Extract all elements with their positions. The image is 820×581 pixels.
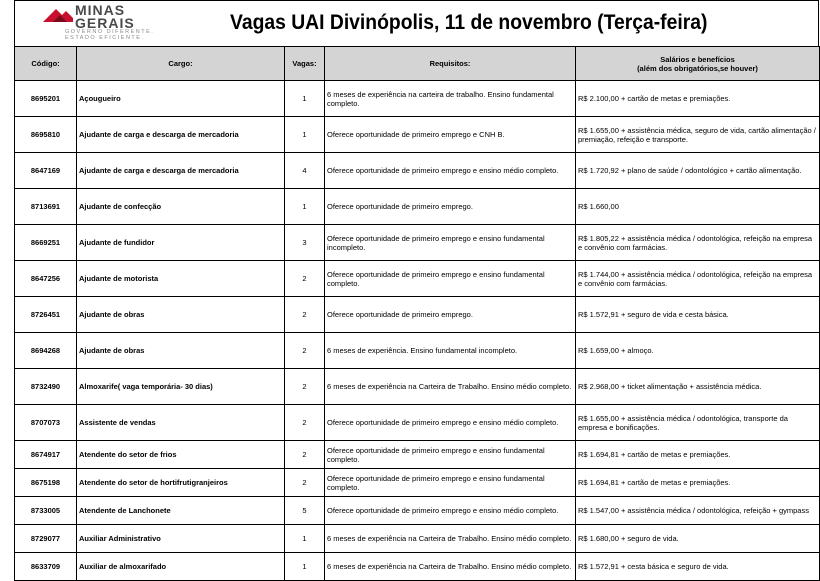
salario-cell: R$ 1.680,00 + seguro de vida. — [576, 525, 820, 553]
code-cell: 8733005 — [15, 497, 77, 525]
column-header-cargo: Cargo: — [77, 47, 285, 81]
vagas-cell: 2 — [285, 469, 325, 497]
code-cell: 8707073 — [15, 405, 77, 441]
vagas-cell: 2 — [285, 297, 325, 333]
requisitos-cell: 6 meses de experiência na Carteira de Trabalho. Ensino médio completo. — [325, 369, 576, 405]
requisitos-cell: 6 meses de experiência na Carteira de Trabalho. Ensino médio completo. — [325, 553, 576, 581]
salario-cell: R$ 1.572,91 + cesta básica e seguro de vida. — [576, 553, 820, 581]
salario-cell: R$ 1.694,81 + cartão de metas e premiações. — [576, 469, 820, 497]
requisitos-cell: 6 meses de experiência na carteira de trabalho. Ensino fundamental completo. — [325, 81, 576, 117]
salario-cell: R$ 1.655,00 + assistência médica / odontológica, transporte da empresa e bonificações. — [576, 405, 820, 441]
requisitos-cell: 6 meses de experiência. Ensino fundamental incompleto. — [325, 333, 576, 369]
cargo-cell: Auxiliar de almoxarifado — [77, 553, 285, 581]
salario-cell: R$ 2.100,00 + cartão de metas e premiações. — [576, 81, 820, 117]
logo-name: MINAS GERAIS — [75, 2, 135, 31]
table-row — [15, 297, 820, 333]
code-cell: 8647169 — [15, 153, 77, 189]
table-row — [15, 225, 820, 261]
code-cell: 8732490 — [15, 369, 77, 405]
table-row — [15, 153, 820, 189]
salario-cell: R$ 1.659,00 + almoço. — [576, 333, 820, 369]
vagas-cell: 1 — [285, 189, 325, 225]
requisitos-cell: Oferece oportunidade de primeiro emprego. — [325, 297, 576, 333]
requisitos-cell: Oferece oportunidade de primeiro emprego e ensino médio completo. — [325, 153, 576, 189]
cargo-cell: Atendente do setor de frios — [77, 441, 285, 469]
vagas-cell: 1 — [285, 81, 325, 117]
mountain-logo-icon — [43, 5, 73, 23]
requisitos-cell: Oferece oportunidade de primeiro emprego e CNH B. — [325, 117, 576, 153]
table-row — [15, 117, 820, 153]
cargo-cell: Auxiliar Administrativo — [77, 525, 285, 553]
code-cell: 8647256 — [15, 261, 77, 297]
table-row — [15, 333, 820, 369]
table-row — [15, 469, 820, 497]
cargo-cell: Ajudante de obras — [77, 297, 285, 333]
requisitos-cell: Oferece oportunidade de primeiro emprego. — [325, 189, 576, 225]
vagas-cell: 4 — [285, 153, 325, 189]
table-row — [15, 525, 820, 553]
salario-cell: R$ 1.805,22 + assistência médica / odontológica, refeição na empresa e convênio com farmácias. — [576, 225, 820, 261]
vagas-cell: 2 — [285, 261, 325, 297]
code-cell: 8729077 — [15, 525, 77, 553]
requisitos-cell: 6 meses de experiência na Carteira de Trabalho. Ensino médio completo. — [325, 525, 576, 553]
table-row — [15, 553, 820, 581]
code-cell: 8695201 — [15, 81, 77, 117]
table-row — [15, 497, 820, 525]
vagas-cell: 1 — [285, 117, 325, 153]
vagas-cell: 3 — [285, 225, 325, 261]
salario-cell: R$ 1.547,00 + assistência médica / odontológica, refeição + gympass — [576, 497, 820, 525]
salario-cell: R$ 1.694,81 + cartão de metas e premiações. — [576, 441, 820, 469]
code-cell: 8633709 — [15, 553, 77, 581]
cargo-cell: Atendente do setor de hortifrutigranjeiros — [77, 469, 285, 497]
code-cell: 8695810 — [15, 117, 77, 153]
vagas-cell: 2 — [285, 441, 325, 469]
cargo-cell: Almoxarife( vaga temporária- 30 dias) — [77, 369, 285, 405]
code-cell: 8694268 — [15, 333, 77, 369]
cargo-cell: Ajudante de carga e descarga de mercadoria — [77, 153, 285, 189]
table-row — [15, 441, 820, 469]
vagas-cell: 2 — [285, 405, 325, 441]
salario-cell: R$ 2.968,00 + ticket alimentação + assistência médica. — [576, 369, 820, 405]
column-header-requisitos: Requisitos: — [325, 47, 576, 81]
column-header-salarios: Salários e benefícios (além dos obrigatórios,se houver) — [576, 47, 820, 81]
cargo-cell: Atendente de Lanchonete — [77, 497, 285, 525]
cargo-cell: Ajudante de fundidor — [77, 225, 285, 261]
column-header-code: Código: — [15, 47, 77, 81]
requisitos-cell: Oferece oportunidade de primeiro emprego e ensino médio completo. — [325, 405, 576, 441]
requisitos-cell: Oferece oportunidade de primeiro emprego e ensino fundamental completo. — [325, 261, 576, 297]
salario-cell: R$ 1.572,91 + seguro de vida e cesta básica. — [576, 297, 820, 333]
cargo-cell: Açougueiro — [77, 81, 285, 117]
job-vacancies-table — [14, 46, 820, 581]
cargo-cell: Assistente de vendas — [77, 405, 285, 441]
code-cell: 8726451 — [15, 297, 77, 333]
requisitos-cell: Oferece oportunidade de primeiro emprego e ensino médio completo. — [325, 497, 576, 525]
cargo-cell: Ajudante de confecção — [77, 189, 285, 225]
page-header — [14, 0, 819, 46]
code-cell: 8674917 — [15, 441, 77, 469]
table-row — [15, 261, 820, 297]
minas-gerais-logo — [43, 3, 193, 43]
vagas-cell: 1 — [285, 525, 325, 553]
code-cell: 8675198 — [15, 469, 77, 497]
table-row — [15, 369, 820, 405]
table-header-row — [15, 47, 820, 81]
table-row — [15, 189, 820, 225]
logo-tagline: GOVERNO DIFERENTE. ESTADO EFICIENTE. — [65, 29, 155, 41]
code-cell: 8669251 — [15, 225, 77, 261]
code-cell: 8713691 — [15, 189, 77, 225]
cargo-cell: Ajudante de carga e descarga de mercadoria — [77, 117, 285, 153]
requisitos-cell: Oferece oportunidade de primeiro emprego e ensino fundamental completo. — [325, 469, 576, 497]
cargo-cell: Ajudante de motorista — [77, 261, 285, 297]
table-row — [15, 81, 820, 117]
vagas-cell: 2 — [285, 333, 325, 369]
vagas-cell: 2 — [285, 369, 325, 405]
page-title: Vagas UAI Divinópolis, 11 de novembro (Terça-feira) — [230, 11, 708, 34]
requisitos-cell: Oferece oportunidade de primeiro emprego e ensino fundamental incompleto. — [325, 225, 576, 261]
requisitos-cell: Oferece oportunidade de primeiro emprego e ensino fundamental completo. — [325, 441, 576, 469]
vagas-cell: 5 — [285, 497, 325, 525]
salario-cell: R$ 1.744,00 + assistência médica / odontológica, refeição na empresa e convênio com farmácias. — [576, 261, 820, 297]
salario-cell: R$ 1.720,92 + plano de saúde / odontológico + cartão alimentação. — [576, 153, 820, 189]
vagas-cell: 1 — [285, 553, 325, 581]
cargo-cell: Ajudante de obras — [77, 333, 285, 369]
salario-cell: R$ 1.655,00 + assistência médica, seguro de vida, cartão alimentação / premiação, refeição e transporte. — [576, 117, 820, 153]
salario-cell: R$ 1.660,00 — [576, 189, 820, 225]
table-row — [15, 405, 820, 441]
column-header-vagas: Vagas: — [285, 47, 325, 81]
